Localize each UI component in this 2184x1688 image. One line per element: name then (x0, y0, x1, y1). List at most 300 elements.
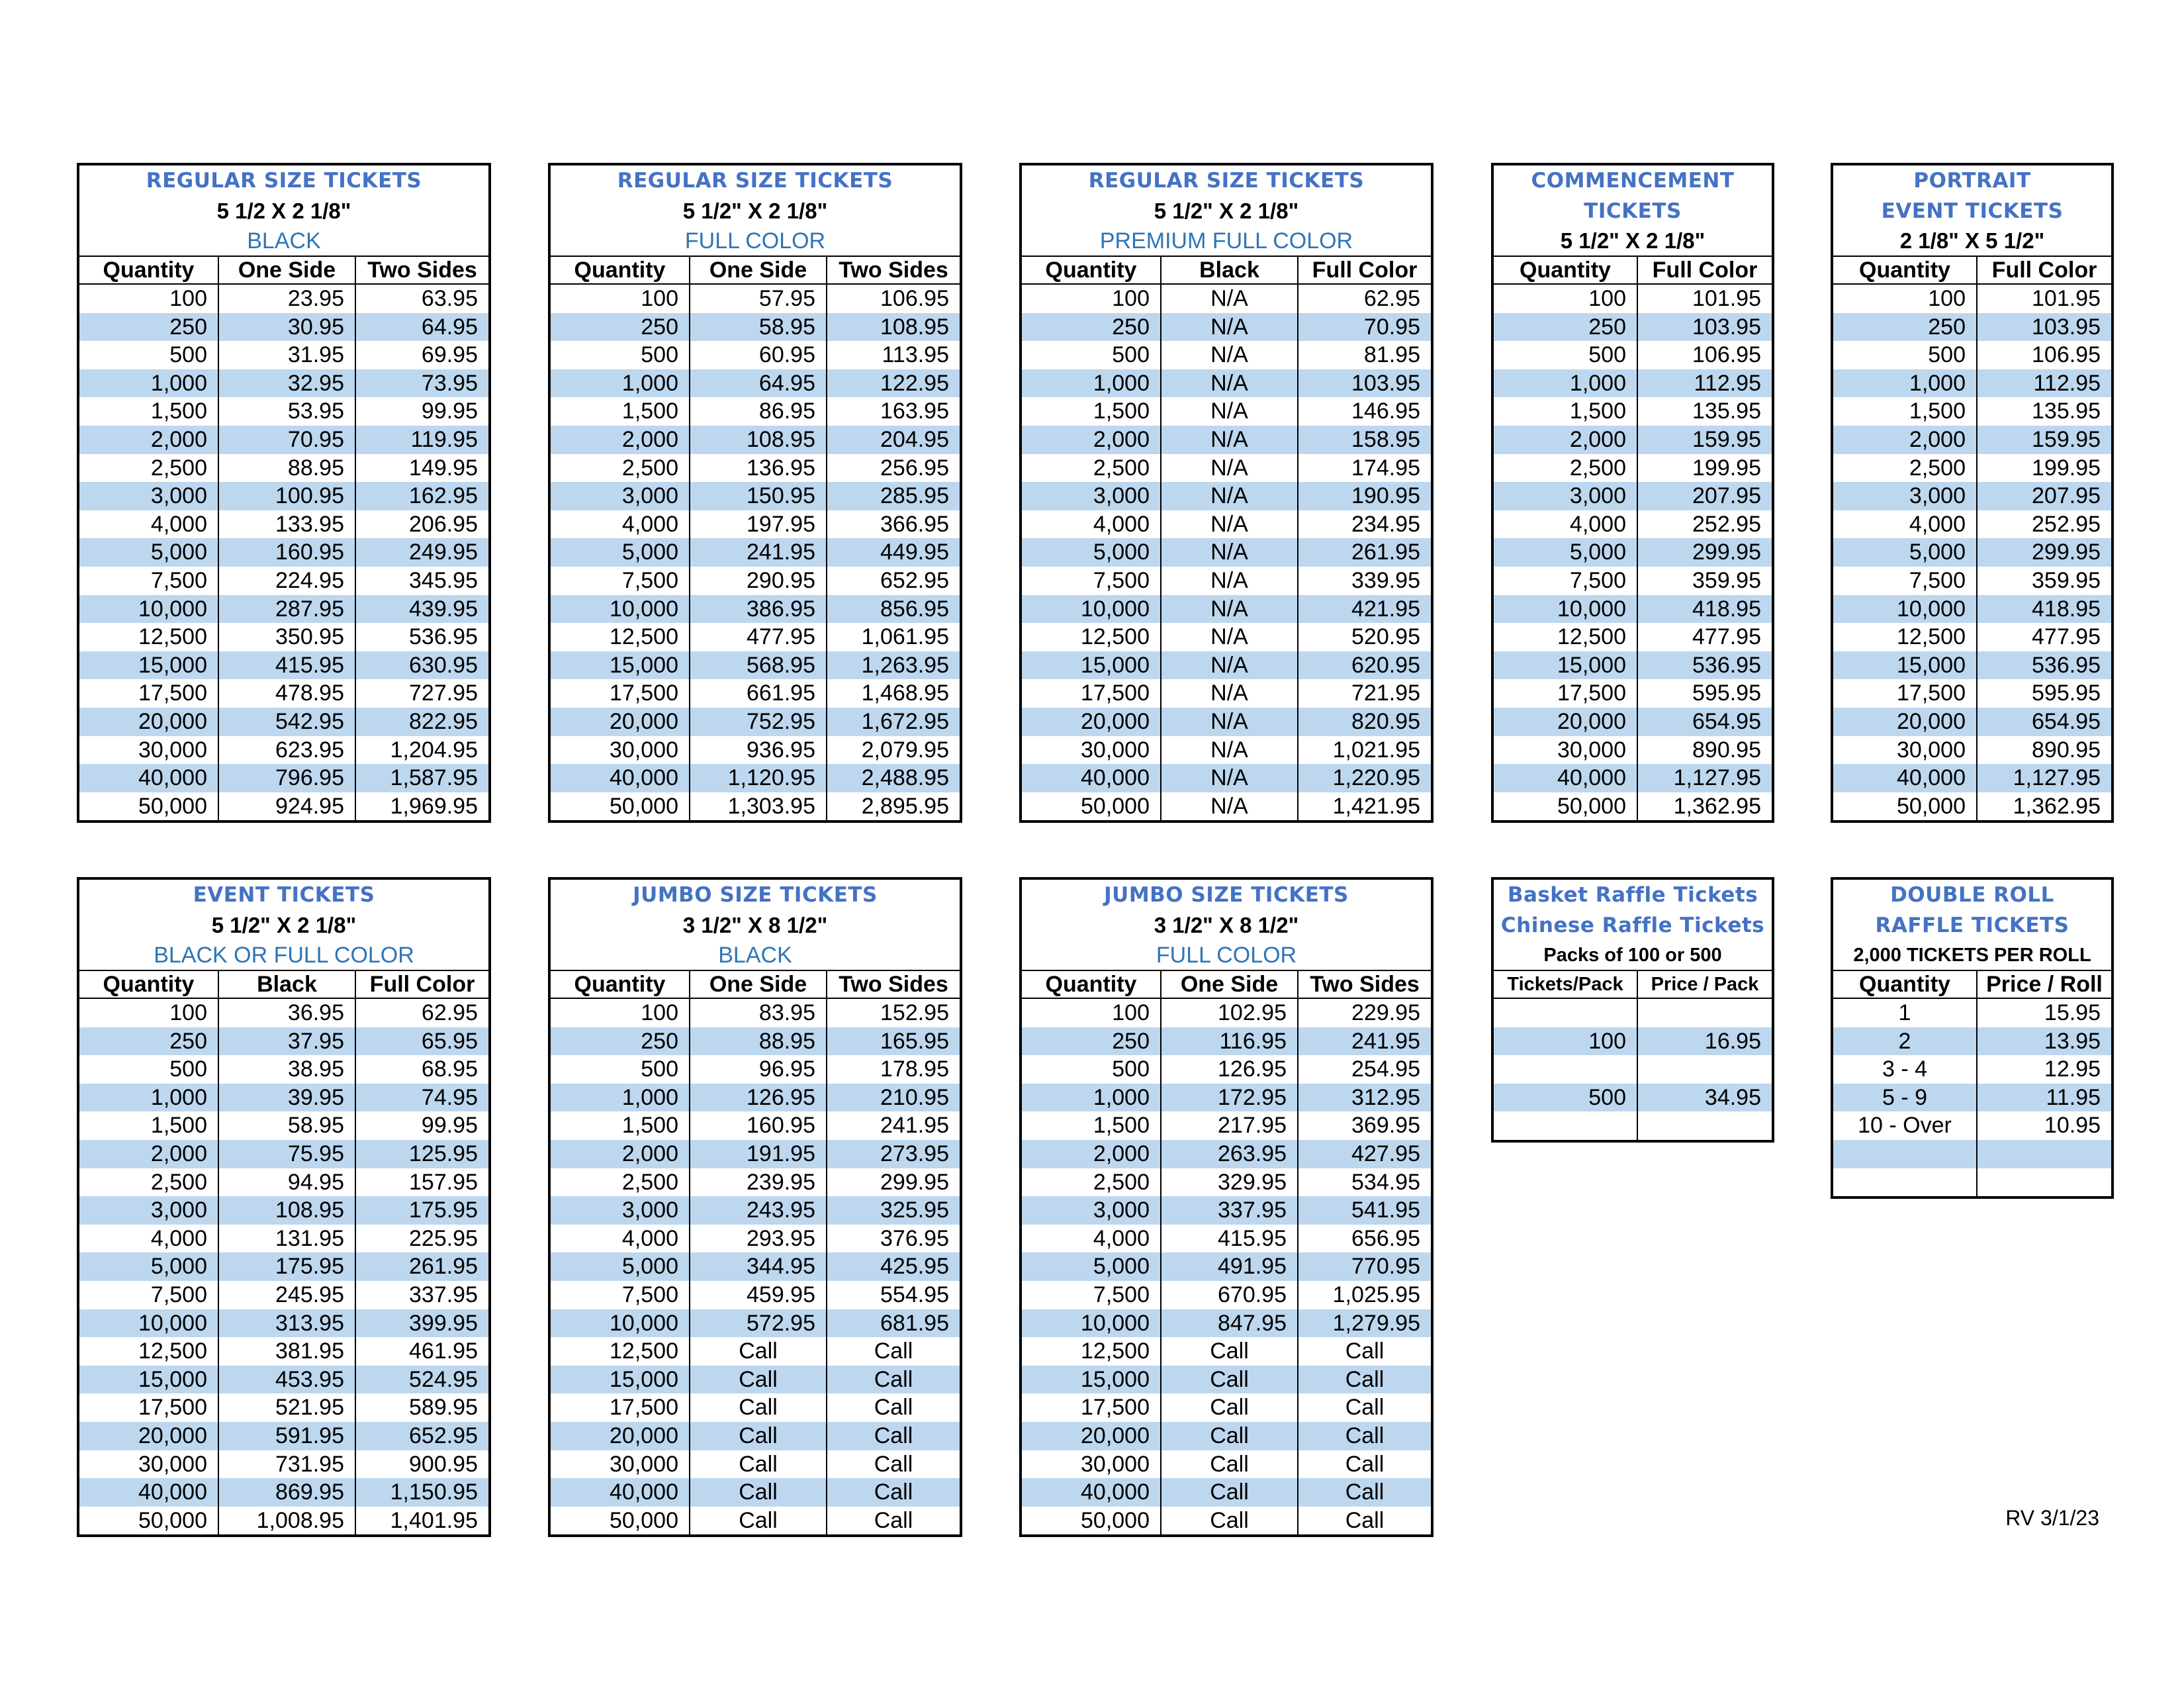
table-cell: N/A (1160, 454, 1297, 483)
column-header: One Side (1160, 971, 1297, 998)
table-row (1494, 313, 1772, 342)
table-cell: Call (1160, 1366, 1297, 1394)
table-row (79, 510, 488, 539)
table-row (1022, 1337, 1431, 1366)
table-cell: 74.95 (355, 1084, 488, 1112)
table-cell: 1,000 (150, 1084, 207, 1110)
table-cell: 4,000 (1093, 511, 1150, 537)
table-cell: Call (1297, 1478, 1431, 1507)
table-cell: 160.95 (689, 1111, 826, 1140)
table-row (1833, 764, 2111, 792)
table-row (551, 679, 960, 708)
table-cell: 491.95 (1160, 1252, 1297, 1281)
table-cell: 386.95 (689, 595, 826, 624)
table-cell: 273.95 (826, 1140, 960, 1168)
table-cell: 20,000 (610, 708, 678, 734)
table-title: COMMENCEMENT (1531, 169, 1735, 193)
table-cell: 5 - 9 (1882, 1084, 1928, 1110)
table-subtitle: 2,000 TICKETS PER ROLL (1853, 945, 2091, 966)
table-cell: 40,000 (1081, 1479, 1150, 1505)
table-cell: 149.95 (355, 454, 488, 483)
table-cell: 2,500 (150, 455, 207, 481)
table-body (1833, 999, 2111, 1196)
table-cell: 23.95 (218, 285, 355, 313)
column-header: Quantity (1045, 972, 1137, 997)
table-cell: 3,000 (1093, 1197, 1150, 1223)
table-cell: 4,000 (150, 1225, 207, 1251)
table-cell: 229.95 (1297, 999, 1431, 1027)
table-cell: 12,500 (1081, 624, 1150, 650)
table-cell: 453.95 (218, 1366, 355, 1394)
table-row (1494, 1055, 1772, 1084)
table-cell: 15,000 (138, 1366, 207, 1392)
column-header: Price / Pack (1637, 971, 1772, 998)
table-cell: 500 (1588, 1084, 1626, 1110)
table-body (1494, 285, 1772, 820)
table-cell: 174.95 (1297, 454, 1431, 483)
table-cell: 1,421.95 (1297, 792, 1431, 821)
table-cell: 399.95 (355, 1309, 488, 1338)
table-cell: 542.95 (218, 708, 355, 736)
table-cell: 5,000 (1569, 539, 1626, 565)
table-cell: 1,500 (1569, 399, 1626, 424)
table-row (79, 538, 488, 567)
table-row (79, 567, 488, 595)
table-row (79, 595, 488, 624)
table-row (551, 369, 960, 398)
table-cell: 652.95 (355, 1422, 488, 1450)
table-cell: 770.95 (1297, 1252, 1431, 1281)
table-cell: 68.95 (355, 1055, 488, 1084)
table-cell: Call (689, 1393, 826, 1422)
table-cell: 421.95 (1297, 595, 1431, 624)
table-cell: 654.95 (1637, 708, 1772, 736)
table-row (551, 1337, 960, 1366)
table-cell: 630.95 (355, 651, 488, 680)
table-cell: 178.95 (826, 1055, 960, 1084)
table-row (1494, 426, 1772, 454)
table-row (79, 1393, 488, 1422)
table-cell: 2,500 (1569, 455, 1626, 481)
column-headers (551, 970, 960, 999)
column-header: Quantity (1045, 258, 1137, 283)
table-cell: 135.95 (1637, 397, 1772, 426)
table-subtitle: PREMIUM FULL COLOR (1099, 228, 1353, 254)
table-cell: 1,303.95 (689, 792, 826, 821)
table-size: 5 1/2" X 2 1/8" (211, 913, 357, 937)
table-cell: 4,000 (621, 1225, 678, 1251)
table-cell: 65.95 (355, 1027, 488, 1056)
table-row (79, 1337, 488, 1366)
table-cell: 5,000 (1093, 539, 1150, 565)
table-cell: 820.95 (1297, 708, 1431, 736)
table-cell: 670.95 (1160, 1281, 1297, 1309)
table-cell: 344.95 (689, 1252, 826, 1281)
table-cell: 1,000 (150, 370, 207, 396)
table-cell: 210.95 (826, 1084, 960, 1112)
table-cell: 58.95 (689, 313, 826, 342)
table-cell: 345.95 (355, 567, 488, 595)
table-cell: 3,000 (1569, 483, 1626, 509)
regular-black-table (77, 163, 491, 823)
table-cell: 30,000 (610, 1451, 678, 1477)
table-cell: N/A (1160, 567, 1297, 595)
table-title: DOUBLE ROLL (1890, 883, 2054, 907)
table-cell: 2,500 (1093, 455, 1150, 481)
table-row (79, 1168, 488, 1197)
table-cell: 99.95 (355, 1111, 488, 1140)
table-cell: 477.95 (1637, 623, 1772, 651)
table-row (551, 623, 960, 651)
table-cell: 136.95 (689, 454, 826, 483)
table-row (1833, 651, 2111, 680)
table-cell: 50,000 (1557, 793, 1626, 819)
table-cell: 299.95 (1976, 538, 2111, 567)
table-cell: 7,500 (150, 1282, 207, 1307)
table-body (79, 999, 488, 1534)
table-cell: 847.95 (1160, 1309, 1297, 1338)
column-header: Full Color (1637, 257, 1772, 283)
column-header: Full Color (1297, 257, 1431, 283)
table-cell: 20,000 (1897, 708, 1966, 734)
portrait-table (1831, 163, 2114, 823)
table-cell: 83.95 (689, 999, 826, 1027)
table-cell: 165.95 (826, 1027, 960, 1056)
table-cell: 112.95 (1637, 369, 1772, 398)
table-cell: 15,000 (1081, 1366, 1150, 1392)
column-header: Quantity (1859, 972, 1950, 997)
table-cell: Call (689, 1422, 826, 1450)
table-cell: 2,000 (150, 1141, 207, 1166)
table-cell: 30,000 (1557, 737, 1626, 763)
table-row (551, 1252, 960, 1281)
table-cell: 350.95 (218, 623, 355, 651)
table-row (1494, 510, 1772, 539)
table-cell: 206.95 (355, 510, 488, 539)
table-row (1494, 538, 1772, 567)
table-cell: 900.95 (355, 1450, 488, 1479)
table-row (1022, 708, 1431, 736)
table-cell: 17,500 (610, 1395, 678, 1421)
table-row (1833, 679, 2111, 708)
column-header: Quantity (574, 972, 666, 997)
table-cell: 10,000 (610, 1310, 678, 1336)
table-row (79, 1450, 488, 1479)
table-row (551, 1450, 960, 1479)
table-cell: 243.95 (689, 1196, 826, 1225)
table-cell: 3,000 (621, 483, 678, 509)
table-cell (1637, 999, 1772, 1027)
column-headers (1494, 256, 1772, 285)
table-cell: 175.95 (218, 1252, 355, 1281)
table-cell: Call (826, 1422, 960, 1450)
table-row (551, 1055, 960, 1084)
table-cell: 752.95 (689, 708, 826, 736)
table-row (551, 792, 960, 821)
table-row (1833, 482, 2111, 510)
table-row (1494, 1027, 1772, 1056)
table-cell: 936.95 (689, 736, 826, 765)
double-roll-table (1831, 877, 2114, 1199)
table-cell: 1,000 (621, 370, 678, 396)
table-cell: 500 (1112, 1056, 1150, 1082)
table-cell: 1,500 (1093, 1113, 1150, 1139)
table-cell: 113.95 (826, 341, 960, 369)
table-cell: 299.95 (826, 1168, 960, 1197)
table-row (1494, 1111, 1772, 1140)
table-cell: 1,468.95 (826, 679, 960, 708)
table-cell: 4,000 (1569, 511, 1626, 537)
table-row (1833, 999, 2111, 1027)
table-cell: 73.95 (355, 369, 488, 398)
table-cell: Call (1160, 1393, 1297, 1422)
column-headers (79, 970, 488, 999)
table-cell: 520.95 (1297, 623, 1431, 651)
table-row (79, 679, 488, 708)
table-title: REGULAR SIZE TICKETS (1088, 169, 1365, 193)
table-cell: 290.95 (689, 567, 826, 595)
table-cell: Call (1297, 1450, 1431, 1479)
table-row (551, 510, 960, 539)
table-cell: 329.95 (1160, 1168, 1297, 1197)
table-cell: 589.95 (355, 1393, 488, 1422)
table-cell: 869.95 (218, 1478, 355, 1507)
table-cell: 37.95 (218, 1027, 355, 1056)
table-cell: 287.95 (218, 595, 355, 624)
event-table (77, 877, 491, 1537)
table-row (79, 426, 488, 454)
table-cell: 100 (1112, 286, 1150, 311)
column-header: Full Color (1976, 257, 2111, 283)
table-cell: N/A (1160, 482, 1297, 510)
table-cell: 159.95 (1637, 426, 1772, 454)
table-cell: 131.95 (218, 1225, 355, 1253)
table-row (1022, 567, 1431, 595)
table-subtitle: FULL COLOR (684, 228, 826, 254)
table-cell: 12.95 (1976, 1055, 2111, 1084)
table-cell: N/A (1160, 736, 1297, 765)
table-cell: N/A (1160, 595, 1297, 624)
table-cell: 34.95 (1637, 1084, 1772, 1112)
table-cell: Call (826, 1393, 960, 1422)
table-cell: 425.95 (826, 1252, 960, 1281)
table-cell: 536.95 (1976, 651, 2111, 680)
table-cell: 250 (641, 314, 678, 340)
table-cell: 2,000 (1909, 426, 1966, 452)
table-cell: 241.95 (826, 1111, 960, 1140)
table-cell: 20,000 (138, 708, 207, 734)
column-header: Full Color (355, 971, 488, 998)
table-cell: 554.95 (826, 1281, 960, 1309)
table-cell: 2,500 (150, 1169, 207, 1195)
table-cell: 86.95 (689, 397, 826, 426)
column-header: Quantity (103, 972, 195, 997)
table-row (1022, 1393, 1431, 1422)
table-cell (1833, 1140, 1976, 1168)
table-cell: 4,000 (1909, 511, 1966, 537)
table-cell: 1,061.95 (826, 623, 960, 651)
table-cell: 234.95 (1297, 510, 1431, 539)
table-cell: Call (826, 1478, 960, 1507)
table-row (551, 764, 960, 792)
table-cell: 299.95 (1637, 538, 1772, 567)
table-size: 3 1/2" X 8 1/2" (682, 913, 828, 937)
table-row (1022, 1084, 1431, 1112)
table-cell: 39.95 (218, 1084, 355, 1112)
table-cell: 681.95 (826, 1309, 960, 1338)
table-cell: 38.95 (218, 1055, 355, 1084)
table-cell: 157.95 (355, 1168, 488, 1197)
table-cell: 17,500 (1897, 680, 1966, 706)
table-row (1833, 341, 2111, 369)
table-subtitle: Packs of 100 or 500 (1543, 945, 1722, 966)
table-cell: 15,000 (610, 1366, 678, 1392)
table-cell: 381.95 (218, 1337, 355, 1366)
table-cell: 175.95 (355, 1196, 488, 1225)
table-cell: 822.95 (355, 708, 488, 736)
table-cell: 12,500 (1081, 1338, 1150, 1364)
table-row (1494, 999, 1772, 1027)
table-row (79, 1281, 488, 1309)
column-header: Quantity (1859, 258, 1950, 283)
table-cell: 1,401.95 (355, 1507, 488, 1535)
table-title: JUMBO SIZE TICKETS (1104, 883, 1349, 907)
table-row (79, 1366, 488, 1394)
table-row (79, 1225, 488, 1253)
table-cell: 17,500 (138, 1395, 207, 1421)
table-cell: 20,000 (1081, 708, 1150, 734)
table-cell: 500 (1112, 342, 1150, 368)
table-cell: 69.95 (355, 341, 488, 369)
table-cell: 1,263.95 (826, 651, 960, 680)
table-cell: 1,000 (621, 1084, 678, 1110)
table-cell: Call (826, 1366, 960, 1394)
table-cell: 50,000 (610, 1507, 678, 1533)
table-row (1833, 426, 2111, 454)
table-cell: 100 (641, 286, 678, 311)
table-cell: 661.95 (689, 679, 826, 708)
table-row (79, 764, 488, 792)
table-cell: 12,500 (1897, 624, 1966, 650)
column-header: One Side (689, 971, 826, 998)
table-row (1494, 651, 1772, 680)
table-cell: 654.95 (1976, 708, 2111, 736)
table-cell: 1,000 (1093, 1084, 1150, 1110)
table-row (79, 313, 488, 342)
table-row (551, 651, 960, 680)
table-cell: 20,000 (610, 1423, 678, 1448)
table-cell: 1,500 (1909, 399, 1966, 424)
table-cell: 158.95 (1297, 426, 1431, 454)
table-row (1022, 1196, 1431, 1225)
table-cell: 64.95 (355, 313, 488, 342)
table-cell: 7,500 (1093, 567, 1150, 593)
table-cell: 312.95 (1297, 1084, 1431, 1112)
column-headers (1833, 256, 2111, 285)
table-cell: 159.95 (1976, 426, 2111, 454)
table-cell: 1,220.95 (1297, 764, 1431, 792)
table-cell: 439.95 (355, 595, 488, 624)
table-cell: 2,000 (621, 1141, 678, 1166)
table-row (1833, 736, 2111, 765)
table-cell: Call (1160, 1422, 1297, 1450)
column-header: Two Sides (355, 257, 488, 283)
table-row (1022, 369, 1431, 398)
table-cell: 1,500 (1093, 399, 1150, 424)
table-cell: 1,127.95 (1976, 764, 2111, 792)
table-subtitle: FULL COLOR (1156, 943, 1297, 968)
table-cell: 103.95 (1976, 313, 2111, 342)
table-cell: 623.95 (218, 736, 355, 765)
table-cell: 106.95 (1637, 341, 1772, 369)
table-cell: N/A (1160, 651, 1297, 680)
table-cell: Call (1297, 1422, 1431, 1450)
table-cell: 146.95 (1297, 397, 1431, 426)
table-row (79, 1055, 488, 1084)
table-cell: 199.95 (1976, 454, 2111, 483)
table-cell: 591.95 (218, 1422, 355, 1450)
table-cell: 30,000 (1081, 1451, 1150, 1477)
table-cell: N/A (1160, 792, 1297, 821)
table-cell: N/A (1160, 764, 1297, 792)
regular-full-color-table (548, 163, 962, 823)
table-cell: 1,362.95 (1637, 792, 1772, 821)
table-cell: 1,969.95 (355, 792, 488, 821)
table-cell: 162.95 (355, 482, 488, 510)
table-title: JUMBO SIZE TICKETS (633, 883, 878, 907)
table-row (79, 1111, 488, 1140)
table-cell (1637, 1111, 1772, 1140)
table-row (551, 397, 960, 426)
table-cell: 1,127.95 (1637, 764, 1772, 792)
column-header: One Side (689, 257, 826, 283)
table-row (1494, 679, 1772, 708)
table-cell: 656.95 (1297, 1225, 1431, 1253)
table-cell: 106.95 (826, 285, 960, 313)
table-title: Basket Raffle Tickets (1507, 883, 1758, 907)
table-row (1022, 1422, 1431, 1450)
table-cell: 5,000 (1093, 1254, 1150, 1280)
table-cell: 1 (1898, 1000, 1911, 1025)
table-cell: 152.95 (826, 999, 960, 1027)
table-cell (1494, 1111, 1637, 1140)
table-cell: 108.95 (218, 1196, 355, 1225)
table-cell: 5,000 (621, 1254, 678, 1280)
table-cell: 20,000 (1557, 708, 1626, 734)
table-row (551, 313, 960, 342)
table-row (551, 1027, 960, 1056)
table-cell: 70.95 (218, 426, 355, 454)
table-cell: 40,000 (610, 1479, 678, 1505)
table-cell: 10.95 (1976, 1111, 2111, 1140)
table-cell: Call (1297, 1337, 1431, 1366)
table-cell: 250 (1112, 314, 1150, 340)
table-row (1022, 1027, 1431, 1056)
table-cell: N/A (1160, 510, 1297, 539)
table-cell: 88.95 (689, 1027, 826, 1056)
table-row (551, 1281, 960, 1309)
table-row (551, 1168, 960, 1197)
table-cell: 96.95 (689, 1055, 826, 1084)
table-title: PORTRAIT (1913, 169, 2031, 193)
table-cell: Call (689, 1507, 826, 1535)
table-body (1833, 285, 2111, 820)
table-cell: 101.95 (1637, 285, 1772, 313)
table-cell: N/A (1160, 679, 1297, 708)
table-cell: N/A (1160, 708, 1297, 736)
table-cell: 261.95 (355, 1252, 488, 1281)
table-cell: 15.95 (1976, 999, 2111, 1027)
